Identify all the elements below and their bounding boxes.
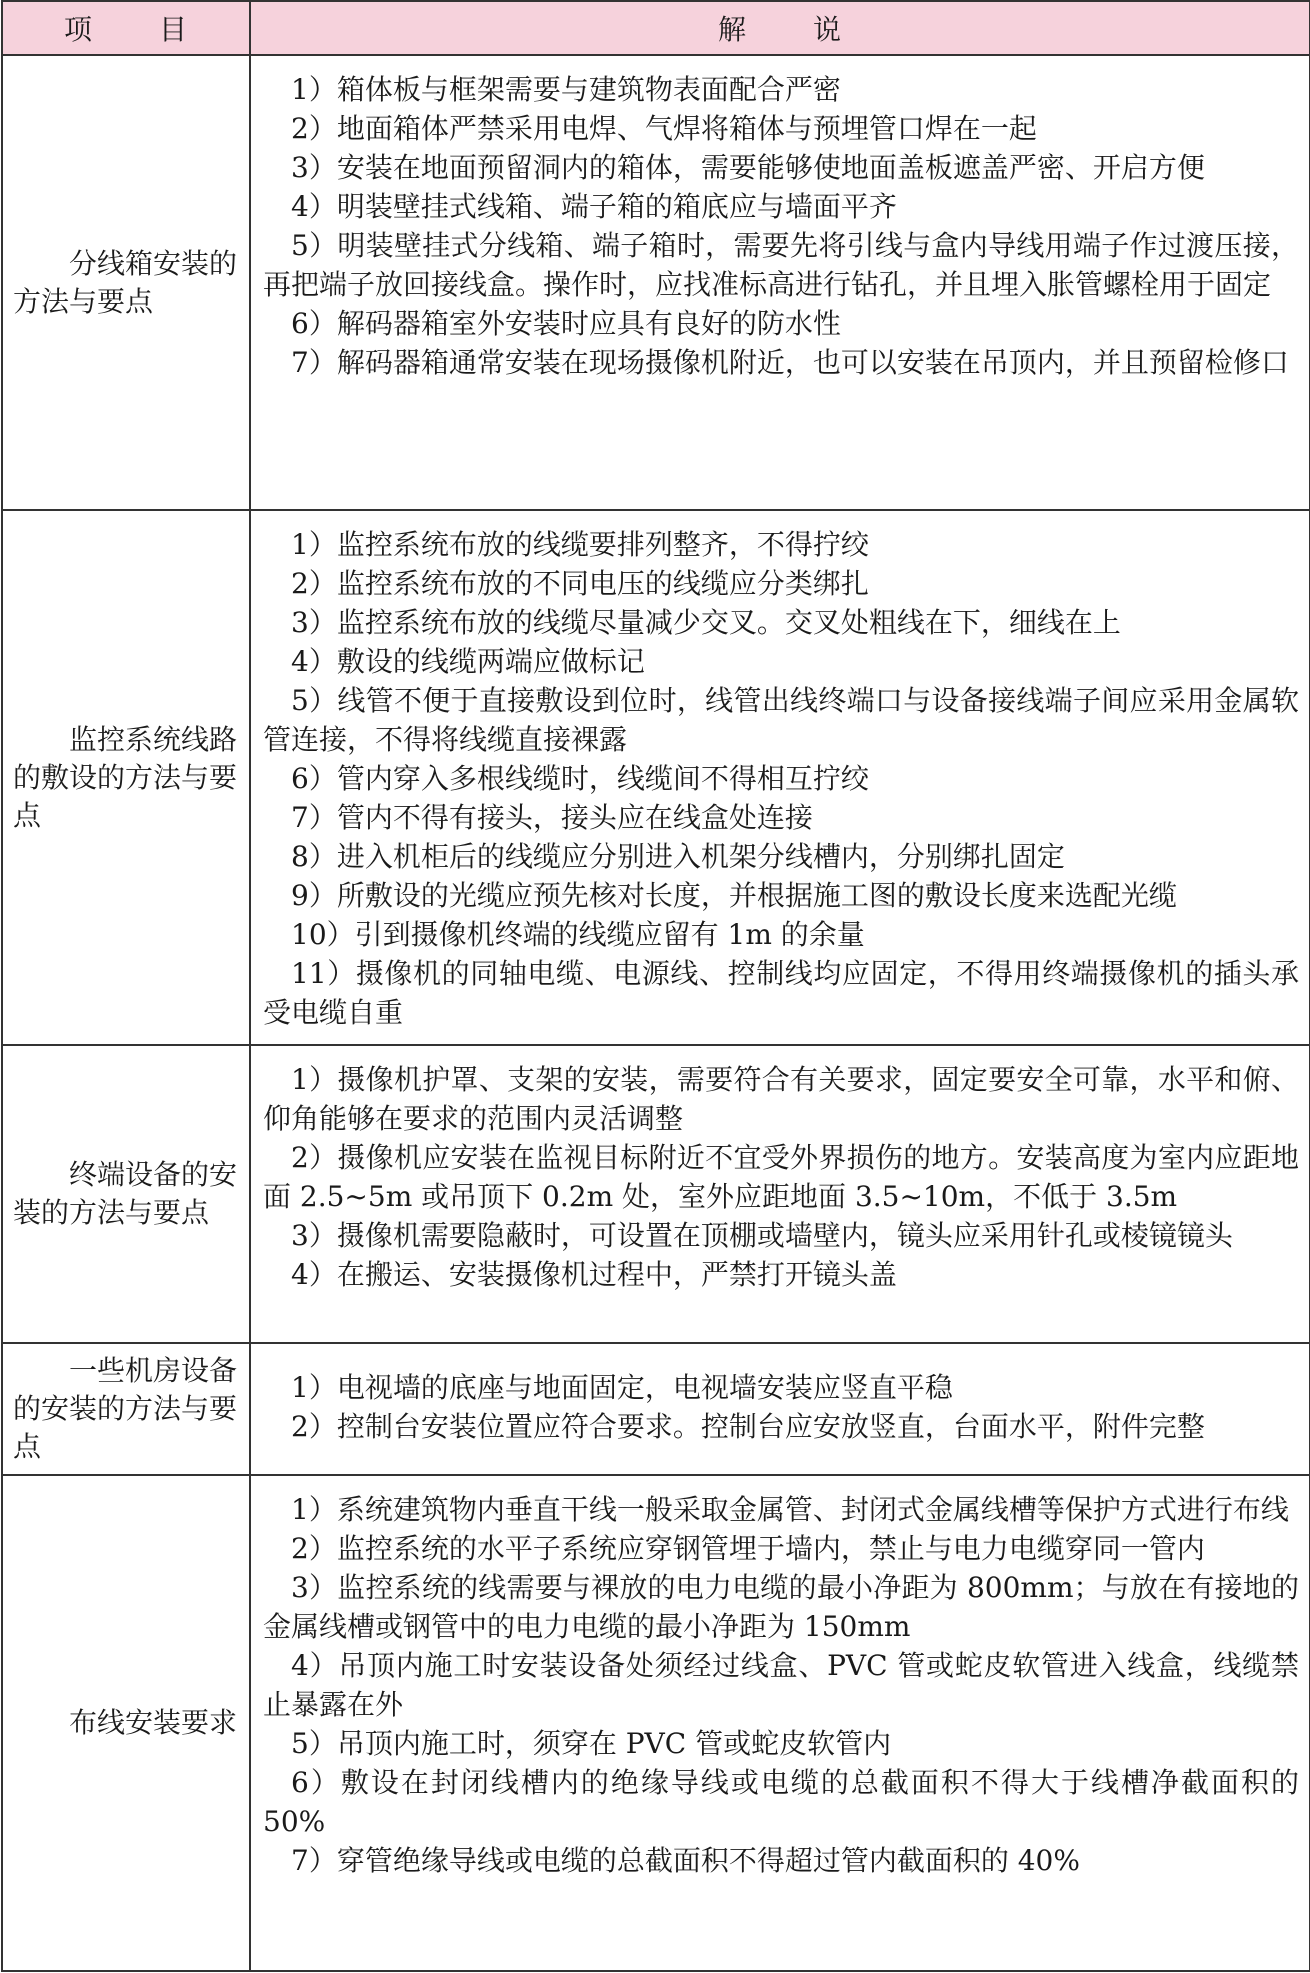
table-row — [2, 510, 1310, 1045]
point: 3）摄像机需要隐蔽时，可设置在顶棚或墙壁内，镜头应采用针孔或棱镜镜头 — [291, 1219, 1233, 1252]
point: 7）管内不得有接头，接头应在线盒处连接 — [291, 801, 813, 834]
point: 3）安装在地面预留洞内的箱体，需要能够使地面盖板遮盖严密、开启方便 — [291, 151, 1205, 184]
point: 1）系统建筑物内垂直干线一般采取金属管、封闭式金属线槽等保护方式进行布线 — [291, 1493, 1289, 1526]
point: 1）箱体板与框架需要与建筑物表面配合严密 — [291, 73, 841, 106]
point: 9）所敷设的光缆应预先核对长度，并根据施工图的敷设长度来选配光缆 — [291, 879, 1177, 912]
item-cell: 布线安装要求 — [2, 1475, 250, 1971]
point: 11）摄像机的同轴电缆、电源线、控制线均应固定，不得用终端摄像机的插头承受电缆自重 — [263, 957, 1299, 1029]
point: 6）敷设在封闭线槽内的绝缘导线或电缆的总截面积不得大于线槽净截面积的 50% — [263, 1766, 1299, 1838]
point: 2）监控系统布放的不同电压的线缆应分类绑扎 — [291, 567, 869, 600]
header-desc-char-1: 解 — [717, 13, 747, 46]
point: 2）地面箱体严禁采用电焊、气焊将箱体与预埋管口焊在一起 — [291, 112, 1037, 145]
point: 4）在搬运、安装摄像机过程中，严禁打开镜头盖 — [291, 1258, 897, 1291]
item-cell: 一些机房设备的安装的方法与要点 — [2, 1343, 250, 1475]
requirements-table — [1, 0, 1310, 1972]
point: 6）管内穿入多根线缆时，线缆间不得相互拧绞 — [291, 762, 869, 795]
item-cell: 分线箱安装的方法与要点 — [2, 55, 250, 510]
point: 4）明装壁挂式线箱、端子箱的箱底应与墙面平齐 — [291, 190, 897, 223]
point: 4）吊顶内施工时安装设备处须经过线盒、PVC 管或蛇皮软管进入线盒，线缆禁止暴露在外 — [263, 1649, 1299, 1721]
description-cell — [250, 1475, 1310, 1971]
description-cell — [250, 1343, 1310, 1475]
header-item-char-1: 项 — [63, 13, 93, 46]
point: 5）明装壁挂式分线箱、端子箱时，需要先将引线与盒内导线用端子作过渡压接，再把端子放回接线盒。操作时，应找准标高进行钻孔，并且埋入胀管螺栓用于固定 — [263, 229, 1299, 301]
item-cell: 监控系统线路的敷设的方法与要点 — [2, 510, 250, 1045]
point: 3）监控系统的线需要与裸放的电力电缆的最小净距为 800mm；与放在有接地的金属线槽或钢管中的电力电缆的最小净距为 150mm — [263, 1571, 1299, 1643]
point: 10）引到摄像机终端的线缆应留有 1m 的余量 — [291, 918, 865, 951]
table-header — [2, 1, 1310, 55]
description-cell — [250, 1045, 1310, 1343]
point: 6）解码器箱室外安装时应具有良好的防水性 — [291, 307, 841, 340]
item-cell: 终端设备的安装的方法与要点 — [2, 1045, 250, 1343]
point: 1）摄像机护罩、支架的安装，需要符合有关要求，固定要安全可靠，水平和俯、仰角能够在要求的范围内灵活调整 — [263, 1063, 1299, 1135]
table-row — [2, 1343, 1310, 1475]
description-cell — [250, 510, 1310, 1045]
table-row — [2, 1045, 1310, 1343]
point: 5）线管不便于直接敷设到位时，线管出线终端口与设备接线端子间应采用金属软管连接，不得将线缆直接裸露 — [263, 684, 1299, 756]
point: 1）监控系统布放的线缆要排列整齐，不得拧绞 — [291, 528, 869, 561]
header-item — [2, 1, 250, 55]
description-cell — [250, 55, 1310, 510]
header-desc-char-2: 说 — [813, 13, 843, 46]
table-row — [2, 1475, 1310, 1971]
header-description — [250, 1, 1310, 55]
header-item-char-2: 目 — [159, 13, 189, 46]
table-row — [2, 55, 1310, 510]
point: 1）电视墙的底座与地面固定，电视墙安装应竖直平稳 — [291, 1371, 953, 1404]
point: 2）监控系统的水平子系统应穿钢管埋于墙内，禁止与电力电缆穿同一管内 — [291, 1532, 1205, 1565]
point: 5）吊顶内施工时，须穿在 PVC 管或蛇皮软管内 — [291, 1727, 892, 1760]
point: 4）敷设的线缆两端应做标记 — [291, 645, 645, 678]
point: 7）穿管绝缘导线或电缆的总截面积不得超过管内截面积的 40% — [291, 1844, 1080, 1877]
point: 7）解码器箱通常安装在现场摄像机附近，也可以安装在吊顶内，并且预留检修口 — [291, 346, 1289, 379]
point: 3）监控系统布放的线缆尽量减少交叉。交叉处粗线在下，细线在上 — [291, 606, 1121, 639]
point: 2）控制台安装位置应符合要求。控制台应安放竖直，台面水平，附件完整 — [291, 1410, 1205, 1443]
point: 8）进入机柜后的线缆应分别进入机架分线槽内，分别绑扎固定 — [291, 840, 1065, 873]
point: 2）摄像机应安装在监视目标附近不宜受外界损伤的地方。安装高度为室内应距地面 2.5~5m 或吊顶下 0.2m 处，室外应距地面 3.5~10m，不低于 3.5m — [263, 1141, 1299, 1213]
